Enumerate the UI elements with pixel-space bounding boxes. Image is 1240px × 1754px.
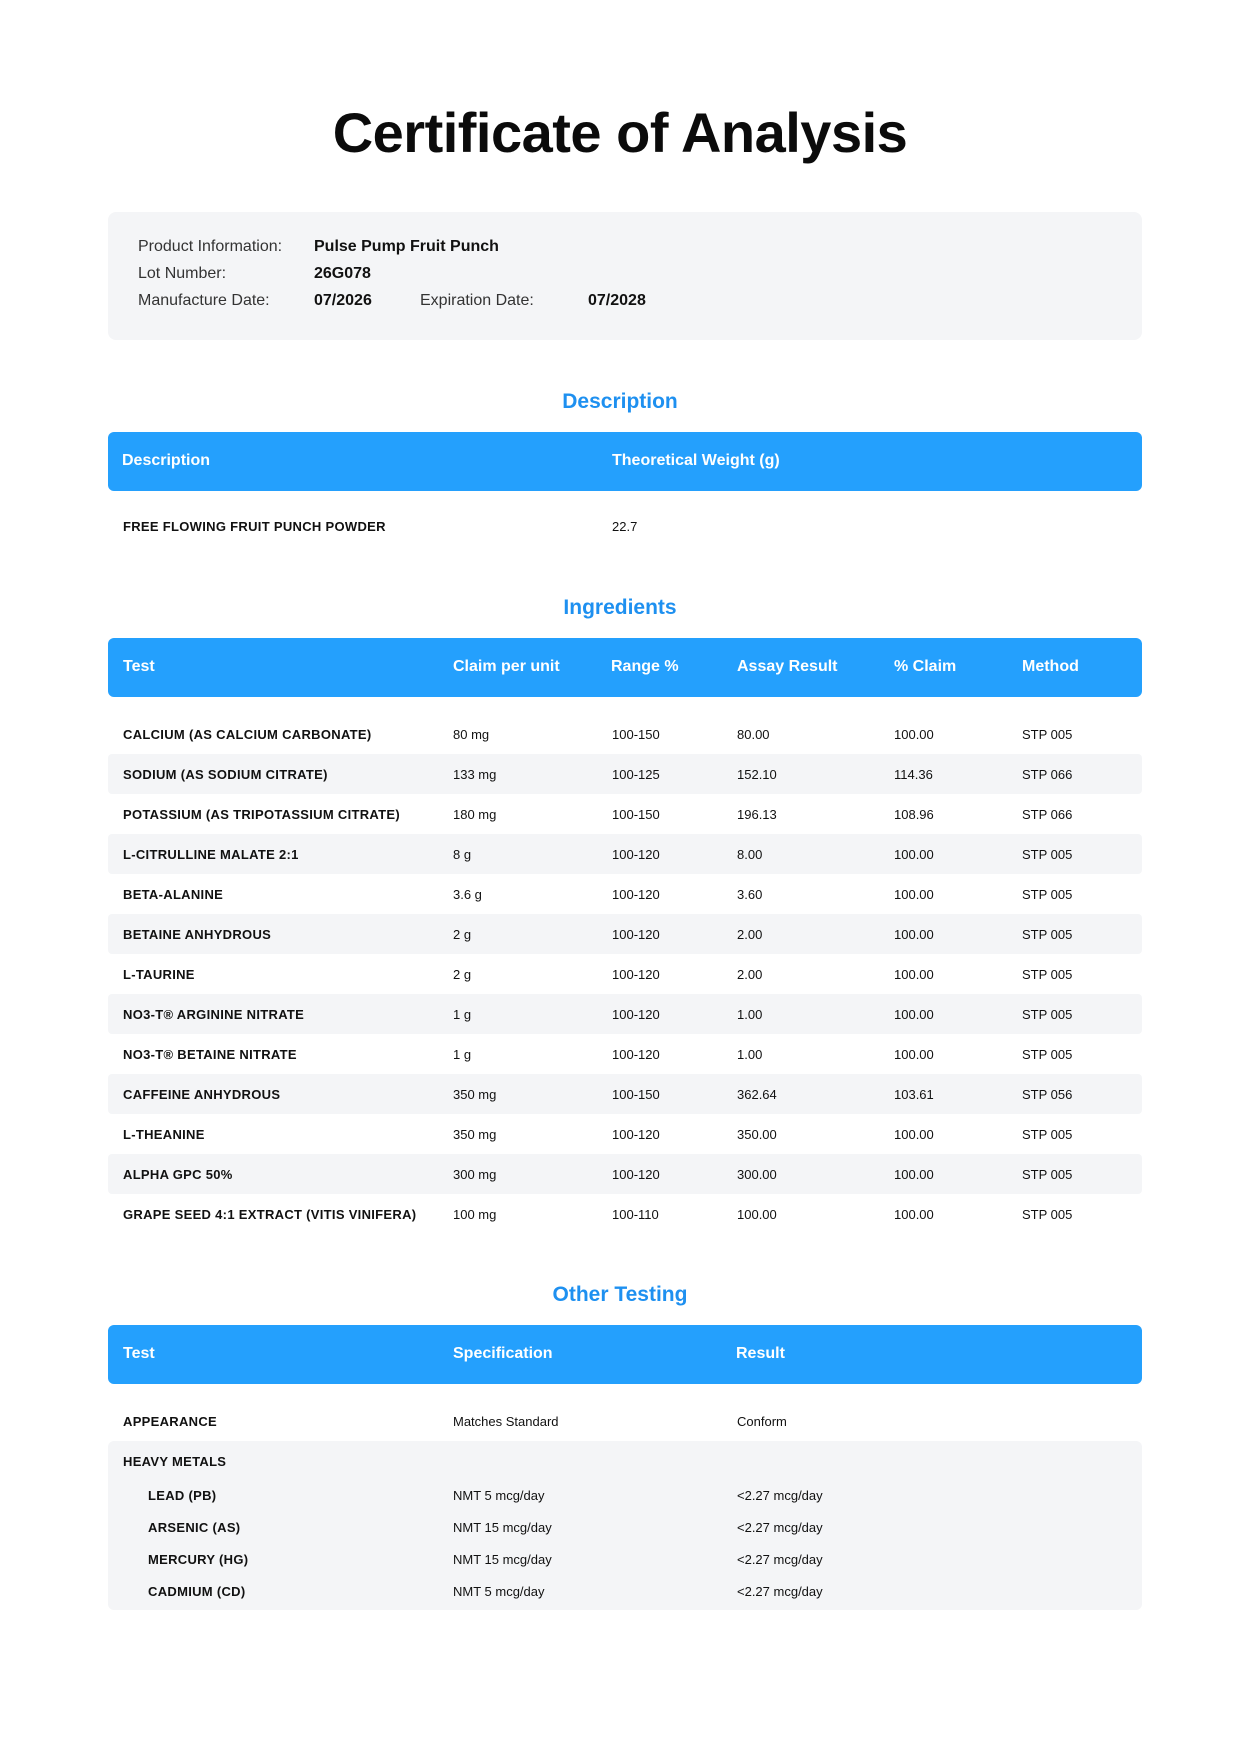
header-specification: Specification [453,1345,553,1362]
table-row [108,874,1142,914]
assay-cell: 8.00 [737,847,763,862]
claim-cell: 1 g [453,1007,472,1022]
claim-cell: 2 g [453,967,472,982]
claim-cell: 350 mg [453,1127,497,1142]
appearance-row [108,1401,1142,1441]
test-cell: NO3-T® ARGININE NITRATE [123,1007,305,1022]
method-cell: STP 005 [1022,967,1073,982]
assay-cell: 196.13 [737,807,777,822]
table-row [108,954,1142,994]
metal-result-cell: <2.27 mcg/day [737,1488,823,1503]
table-row [108,1154,1142,1194]
manufacture-date-value: 07/2026 [314,292,372,309]
test-cell: CAFFEINE ANHYDROUS [123,1087,281,1102]
assay-cell: 2.00 [737,967,763,982]
header-percent-claim: % Claim [894,658,957,675]
percent-claim-cell: 114.36 [894,767,933,782]
header-description: Description [122,452,211,469]
metal-row [108,1507,1142,1537]
method-cell: STP 005 [1022,887,1073,902]
manufacture-date-label: Manufacture Date: [138,292,270,309]
table-row [108,1034,1142,1074]
method-cell: STP 056 [1022,1087,1073,1102]
other-testing-table-header [108,1325,1142,1384]
claim-cell: 1 g [453,1047,472,1062]
table-row [108,994,1142,1034]
product-label: Product Information: [138,238,283,255]
test-cell: POTASSIUM (AS TRIPOTASSIUM CITRATE) [123,807,400,822]
metal-test-cell: LEAD (PB) [148,1488,217,1503]
percent-claim-cell: 100.00 [894,1207,934,1222]
assay-cell: 3.60 [737,887,763,902]
metal-spec-cell: NMT 5 mcg/day [453,1488,545,1503]
claim-cell: 2 g [453,927,472,942]
assay-cell: 152.10 [737,767,777,782]
range-cell: 100-150 [612,1087,660,1102]
percent-claim-cell: 103.61 [894,1087,934,1102]
table-row [108,506,1142,546]
metal-row [108,1571,1142,1601]
lot-label: Lot Number: [138,265,227,282]
ingredients-section-title: Ingredients [563,596,677,619]
metal-test-cell: ARSENIC (AS) [148,1520,241,1535]
assay-cell: 362.64 [737,1087,777,1102]
product-value: Pulse Pump Fruit Punch [314,238,499,255]
percent-claim-cell: 100.00 [894,847,934,862]
heavy-metals-label: HEAVY METALS [123,1454,227,1469]
test-cell: CALCIUM (AS CALCIUM CARBONATE) [123,727,372,742]
test-cell: L-CITRULLINE MALATE 2:1 [123,847,299,862]
claim-cell: 300 mg [453,1167,497,1182]
lot-value: 26G078 [314,265,371,282]
method-cell: STP 005 [1022,727,1073,742]
appearance-result-cell: Conform [737,1414,787,1429]
percent-claim-cell: 100.00 [894,967,934,982]
range-cell: 100-120 [612,1047,660,1062]
test-cell: GRAPE SEED 4:1 EXTRACT (VITIS VINIFERA) [123,1207,417,1222]
metal-result-cell: <2.27 mcg/day [737,1584,823,1599]
table-row [108,834,1142,874]
header-method: Method [1022,658,1079,675]
header-test: Test [123,658,155,675]
heavy-metals-row [108,1441,1142,1471]
description-table-header [108,432,1142,491]
page-title: Certificate of Analysis [332,101,908,164]
product-info-panel [108,212,1142,340]
table-row [108,794,1142,834]
other-testing-section-title: Other Testing [552,1283,688,1306]
metal-result-cell: <2.27 mcg/day [737,1552,823,1567]
percent-claim-cell: 100.00 [894,1007,934,1022]
method-cell: STP 005 [1022,1047,1073,1062]
header-theoretical-weight: Theoretical Weight (g) [612,452,780,469]
range-cell: 100-150 [612,727,660,742]
table-row [108,1074,1142,1114]
table-row [108,714,1142,754]
claim-cell: 3.6 g [453,887,482,902]
header-claim-per-unit: Claim per unit [453,658,560,675]
table-row [108,1194,1142,1234]
metal-result-cell: <2.27 mcg/day [737,1520,823,1535]
percent-claim-cell: 100.00 [894,727,934,742]
range-cell: 100-120 [612,967,660,982]
range-cell: 100-110 [612,1207,659,1222]
heavy-metals-block [108,1441,1142,1610]
assay-cell: 100.00 [737,1207,777,1222]
test-cell: NO3-T® BETAINE NITRATE [123,1047,297,1062]
percent-claim-cell: 100.00 [894,887,934,902]
percent-claim-cell: 100.00 [894,1127,934,1142]
test-cell: BETAINE ANHYDROUS [123,927,272,942]
claim-cell: 180 mg [453,807,497,822]
assay-cell: 1.00 [737,1047,763,1062]
expiration-date-label: Expiration Date: [420,292,534,309]
test-cell: SODIUM (AS SODIUM CITRATE) [123,767,328,782]
test-cell: BETA-ALANINE [123,887,224,902]
percent-claim-cell: 100.00 [894,1167,934,1182]
test-cell: L-TAURINE [123,967,195,982]
metal-test-cell: MERCURY (HG) [148,1552,249,1567]
description-section-title: Description [562,390,678,413]
range-cell: 100-120 [612,1167,660,1182]
claim-cell: 80 mg [453,727,490,742]
method-cell: STP 005 [1022,1127,1073,1142]
metal-spec-cell: NMT 15 mcg/day [453,1552,552,1567]
percent-claim-cell: 100.00 [894,927,934,942]
percent-claim-cell: 108.96 [894,807,934,822]
expiration-date-value: 07/2028 [588,292,646,309]
method-cell: STP 066 [1022,767,1073,782]
range-cell: 100-120 [612,927,660,942]
claim-cell: 350 mg [453,1087,497,1102]
assay-cell: 80.00 [737,727,770,742]
metal-spec-cell: NMT 5 mcg/day [453,1584,545,1599]
header-test: Test [123,1345,155,1362]
range-cell: 100-120 [612,1127,660,1142]
range-cell: 100-120 [612,847,660,862]
range-cell: 100-120 [612,1007,660,1022]
metal-test-cell: CADMIUM (CD) [148,1584,246,1599]
claim-cell: 133 mg [453,767,497,782]
test-cell: ALPHA GPC 50% [123,1167,233,1182]
range-cell: 100-150 [612,807,660,822]
header-range: Range % [611,658,679,675]
method-cell: STP 005 [1022,1007,1073,1022]
appearance-test-cell: APPEARANCE [123,1414,218,1429]
claim-cell: 8 g [453,847,472,862]
header-result: Result [736,1345,785,1362]
assay-cell: 1.00 [737,1007,763,1022]
assay-cell: 350.00 [737,1127,777,1142]
method-cell: STP 005 [1022,1207,1073,1222]
method-cell: STP 005 [1022,847,1073,862]
method-cell: STP 005 [1022,927,1073,942]
appearance-spec-cell: Matches Standard [453,1414,559,1429]
description-cell: FREE FLOWING FRUIT PUNCH POWDER [123,519,386,534]
method-cell: STP 005 [1022,1167,1073,1182]
table-row [108,914,1142,954]
range-cell: 100-125 [612,767,660,782]
percent-claim-cell: 100.00 [894,1047,934,1062]
test-cell: L-THEANINE [123,1127,205,1142]
assay-cell: 300.00 [737,1167,777,1182]
metal-spec-cell: NMT 15 mcg/day [453,1520,552,1535]
claim-cell: 100 mg [453,1207,497,1222]
metal-row [108,1475,1142,1505]
table-row [108,1114,1142,1154]
header-assay-result: Assay Result [737,658,838,675]
ingredients-table-header [108,638,1142,697]
table-row [108,754,1142,794]
range-cell: 100-120 [612,887,660,902]
metal-row [108,1539,1142,1569]
theoretical-weight-cell: 22.7 [612,519,638,534]
assay-cell: 2.00 [737,927,763,942]
method-cell: STP 066 [1022,807,1073,822]
